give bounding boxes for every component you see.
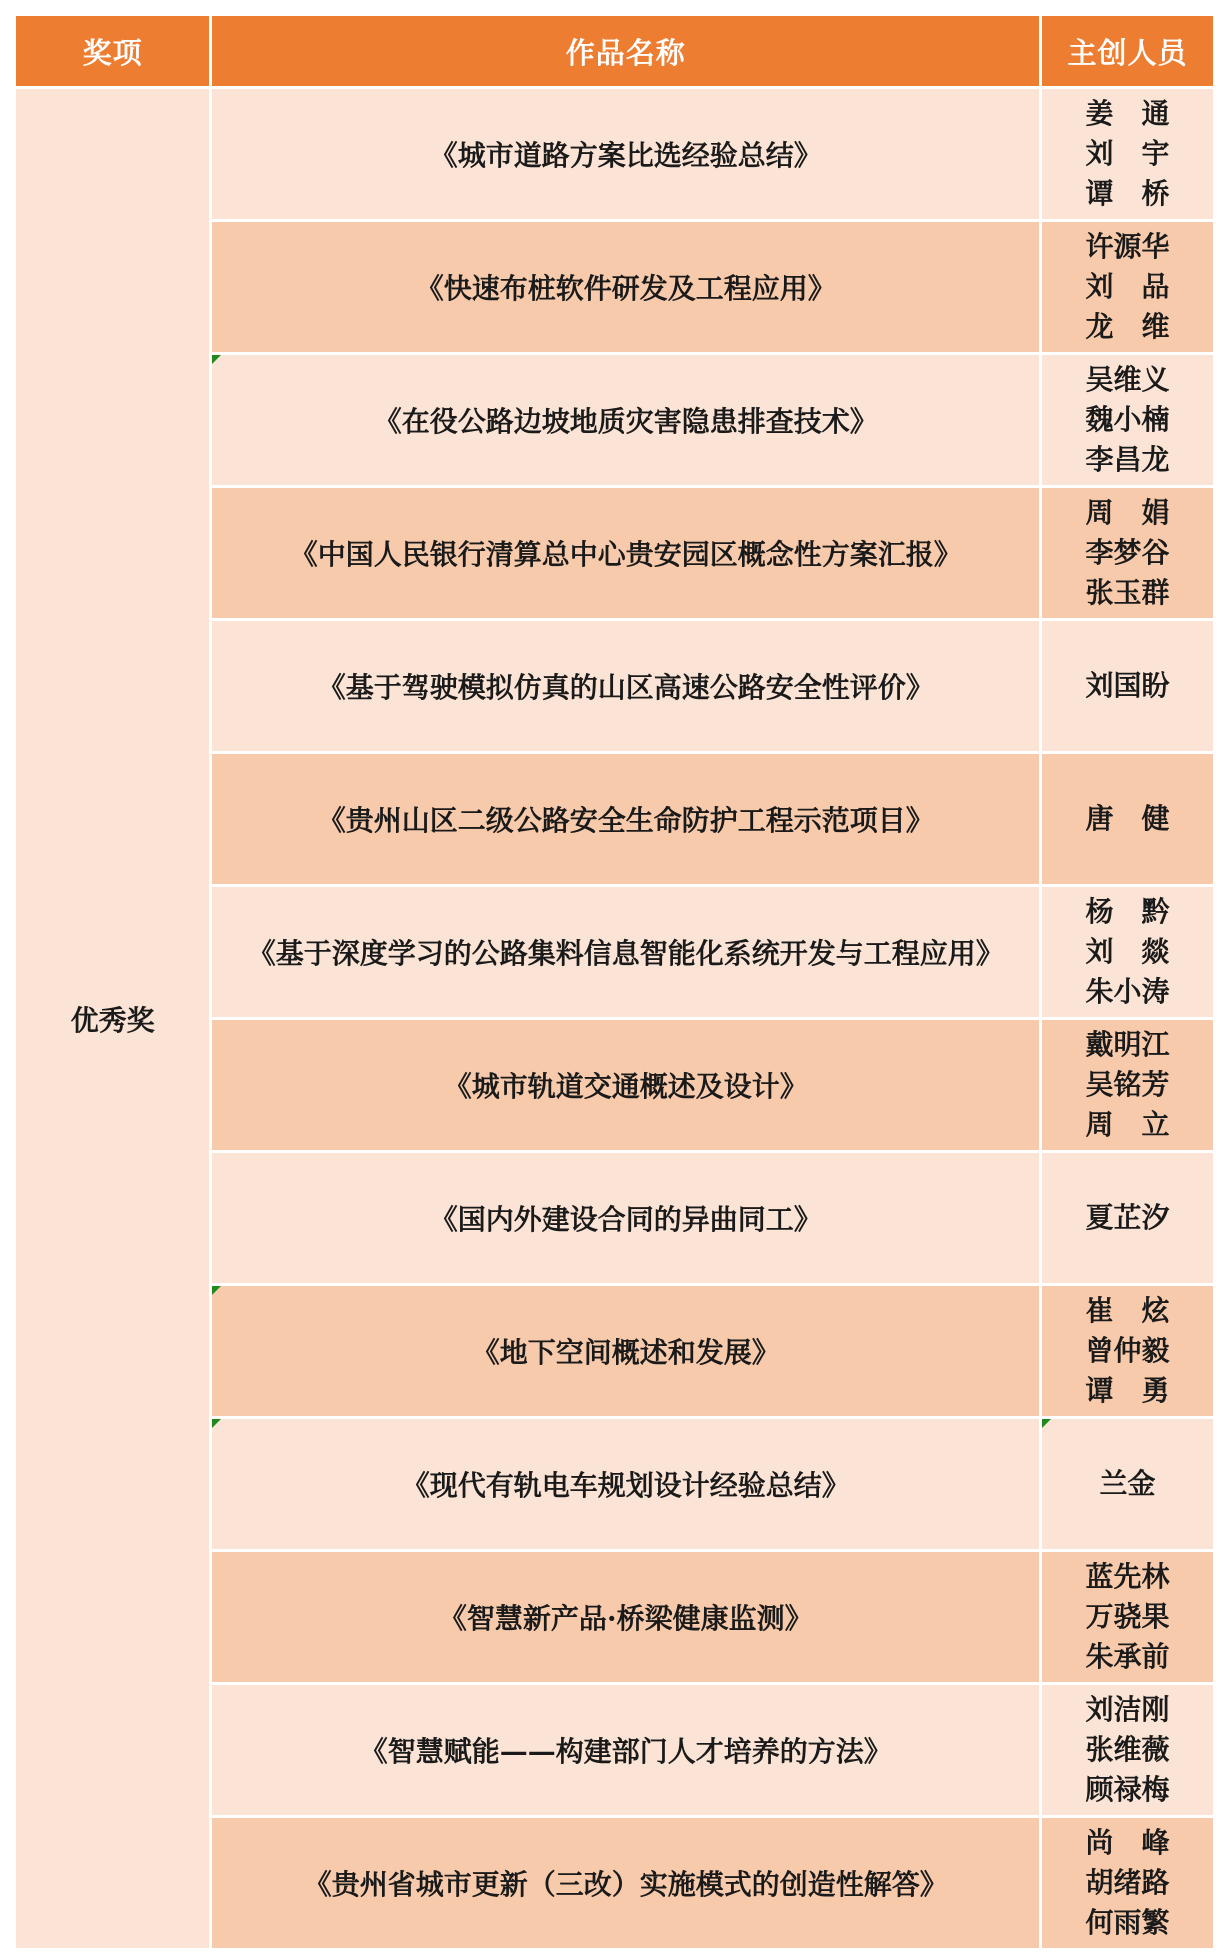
work-title-text: 《智慧新产品·桥梁健康监测》 <box>438 1602 813 1635</box>
award-table <box>13 13 1216 1951</box>
author-name: 谭 勇 <box>1085 1374 1170 1407</box>
author-name: 曾仲毅 <box>1085 1334 1170 1367</box>
work-title <box>212 1685 1039 1815</box>
authors-cell <box>1042 222 1213 352</box>
work-title-text: 《城市道路方案比选经验总结》 <box>429 139 822 172</box>
authors-cell <box>1042 1153 1213 1283</box>
work-title-text: 《贵州省城市更新（三改）实施模式的创造性解答》 <box>303 1868 948 1901</box>
header-title: 作品名称 <box>212 16 1039 86</box>
author-name: 刘洁刚 <box>1085 1693 1170 1726</box>
author-name: 刘 宇 <box>1085 137 1170 170</box>
authors-cell <box>1042 1685 1213 1815</box>
author-name: 朱小涛 <box>1085 975 1170 1008</box>
author-name: 刘 品 <box>1085 270 1170 303</box>
work-title-text: 《中国人民银行清算总中心贵安园区概念性方案汇报》 <box>289 538 962 571</box>
author-name: 夏芷汐 <box>1085 1201 1170 1234</box>
work-title <box>212 887 1039 1017</box>
author-name: 周 娟 <box>1085 496 1170 529</box>
cell-flag-marker <box>212 1286 221 1295</box>
cell-flag-marker <box>1042 1419 1051 1428</box>
author-name: 张玉群 <box>1085 576 1170 609</box>
header-award: 奖项 <box>16 16 209 86</box>
author-name: 李昌龙 <box>1085 443 1170 476</box>
work-title <box>212 89 1039 219</box>
author-name: 刘国盼 <box>1085 669 1170 702</box>
work-title-text: 《城市轨道交通概述及设计》 <box>443 1070 808 1103</box>
work-title <box>212 1020 1039 1150</box>
authors-cell <box>1042 89 1213 219</box>
work-title <box>212 1419 1039 1549</box>
work-title-text: 《贵州山区二级公路安全生命防护工程示范项目》 <box>317 804 934 837</box>
work-title-text: 《现代有轨电车规划设计经验总结》 <box>401 1469 850 1502</box>
author-name: 唐 健 <box>1085 802 1170 835</box>
author-name: 李梦谷 <box>1085 536 1170 569</box>
author-name: 谭 桥 <box>1085 177 1170 210</box>
author-name: 吴铭芳 <box>1085 1068 1170 1101</box>
cell-flag-marker <box>212 1419 221 1428</box>
author-name: 蓝先林 <box>1085 1560 1170 1593</box>
author-name: 戴明江 <box>1085 1028 1170 1061</box>
authors-cell <box>1042 1020 1213 1150</box>
author-name: 顾禄梅 <box>1085 1773 1170 1806</box>
authors-cell <box>1042 754 1213 884</box>
authors-cell <box>1042 621 1213 751</box>
work-title <box>212 1552 1039 1682</box>
author-name: 万骁果 <box>1085 1600 1170 1633</box>
author-name: 崔 炫 <box>1085 1294 1170 1327</box>
work-title-text: 《智慧赋能——构建部门人才培养的方法》 <box>359 1735 892 1768</box>
author-name: 张维薇 <box>1085 1733 1170 1766</box>
header-authors: 主创人员 <box>1042 16 1213 86</box>
table-row <box>16 89 1213 219</box>
author-name: 朱承前 <box>1085 1640 1170 1673</box>
author-name: 许源华 <box>1085 230 1170 263</box>
cell-flag-marker <box>212 355 221 364</box>
work-title-text: 《基于深度学习的公路集料信息智能化系统开发与工程应用》 <box>247 937 1004 970</box>
authors-cell <box>1042 1419 1213 1549</box>
author-name: 兰金 <box>1099 1467 1156 1500</box>
author-name: 刘 燚 <box>1085 935 1170 968</box>
work-title <box>212 1153 1039 1283</box>
author-name: 何雨繁 <box>1085 1906 1170 1939</box>
work-title <box>212 621 1039 751</box>
authors-cell <box>1042 1286 1213 1416</box>
author-name: 龙 维 <box>1085 310 1170 343</box>
authors-cell <box>1042 355 1213 485</box>
work-title <box>212 355 1039 485</box>
work-title <box>212 222 1039 352</box>
authors-cell <box>1042 1552 1213 1682</box>
author-name: 魏小楠 <box>1085 403 1170 436</box>
author-name: 杨 黔 <box>1085 895 1170 928</box>
work-title-text: 《在役公路边坡地质灾害隐患排查技术》 <box>373 405 878 438</box>
work-title-text: 《国内外建设合同的异曲同工》 <box>429 1203 822 1236</box>
authors-cell <box>1042 887 1213 1017</box>
work-title <box>212 1286 1039 1416</box>
table-body <box>16 89 1213 1948</box>
work-title <box>212 1818 1039 1948</box>
award-cell: 优秀奖 <box>16 89 209 1948</box>
author-name: 周 立 <box>1085 1108 1170 1141</box>
work-title <box>212 754 1039 884</box>
header-row <box>16 16 1213 86</box>
work-title-text: 《地下空间概述和发展》 <box>471 1336 780 1369</box>
author-name: 吴维义 <box>1085 363 1170 396</box>
author-name: 胡绪路 <box>1085 1866 1170 1899</box>
work-title-text: 《快速布桩软件研发及工程应用》 <box>415 272 836 305</box>
authors-cell <box>1042 488 1213 618</box>
author-name: 尚 峰 <box>1085 1826 1170 1859</box>
author-name: 姜 通 <box>1085 97 1170 130</box>
authors-cell <box>1042 1818 1213 1948</box>
work-title <box>212 488 1039 618</box>
work-title-text: 《基于驾驶模拟仿真的山区高速公路安全性评价》 <box>317 671 934 704</box>
